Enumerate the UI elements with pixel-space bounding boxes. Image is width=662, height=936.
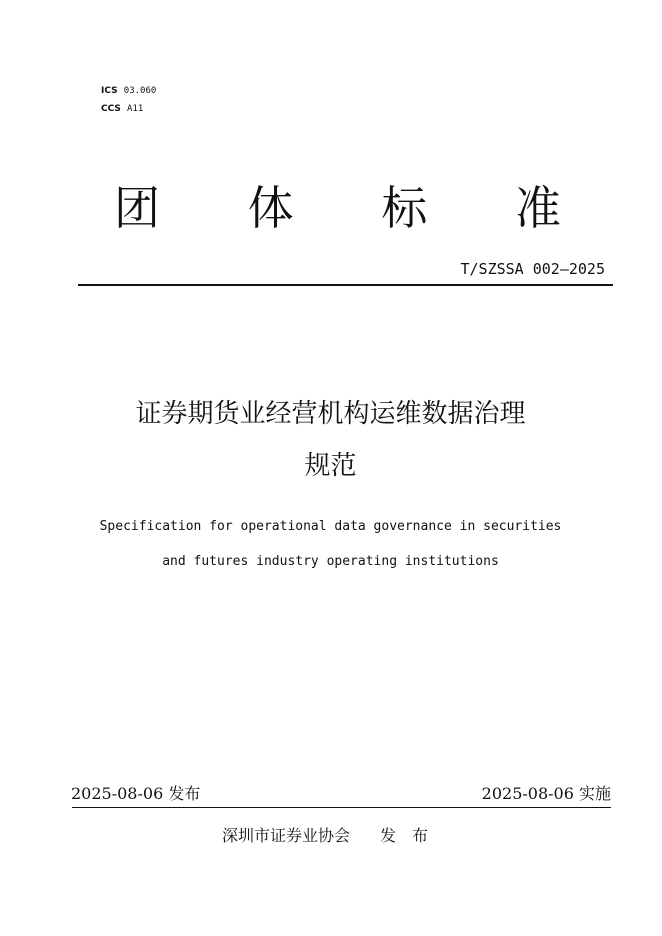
chinese-title <box>78 388 583 492</box>
ics-label: ICS <box>101 86 118 96</box>
implementation-date: 2025-08-06 实施 <box>481 784 611 803</box>
english-title-line-1: Specification for operational data governance in securities <box>99 519 562 534</box>
standard-type-char: 标 <box>381 181 428 235</box>
classification-codes <box>101 82 156 118</box>
ics-value: 03.060 <box>123 86 157 96</box>
standard-number: T/SZSSA 002—2025 <box>460 260 605 278</box>
standard-type-char: 团 <box>114 181 160 235</box>
standard-type-char: 体 <box>247 181 294 235</box>
issue-date: 2025-08-06 发布 <box>71 784 201 803</box>
english-title <box>78 509 583 579</box>
ics-row <box>101 82 156 100</box>
ccs-value: A11 <box>127 104 144 114</box>
english-title-line-2: and futures industry operating institutions <box>162 554 499 569</box>
publisher-name: 深圳市证券业协会 <box>222 826 351 845</box>
top-divider <box>78 284 613 286</box>
standard-type-heading <box>78 178 613 238</box>
publisher-line <box>222 823 428 846</box>
ccs-label: CCS <box>101 104 121 114</box>
ccs-row <box>101 100 156 118</box>
standard-type-char: 准 <box>514 181 561 235</box>
chinese-title-line-2: 规范 <box>304 451 357 481</box>
bottom-divider <box>72 807 611 808</box>
chinese-title-line-1: 证券期货业经营机构运维数据治理 <box>135 399 526 429</box>
publish-action: 发 布 <box>380 826 429 845</box>
